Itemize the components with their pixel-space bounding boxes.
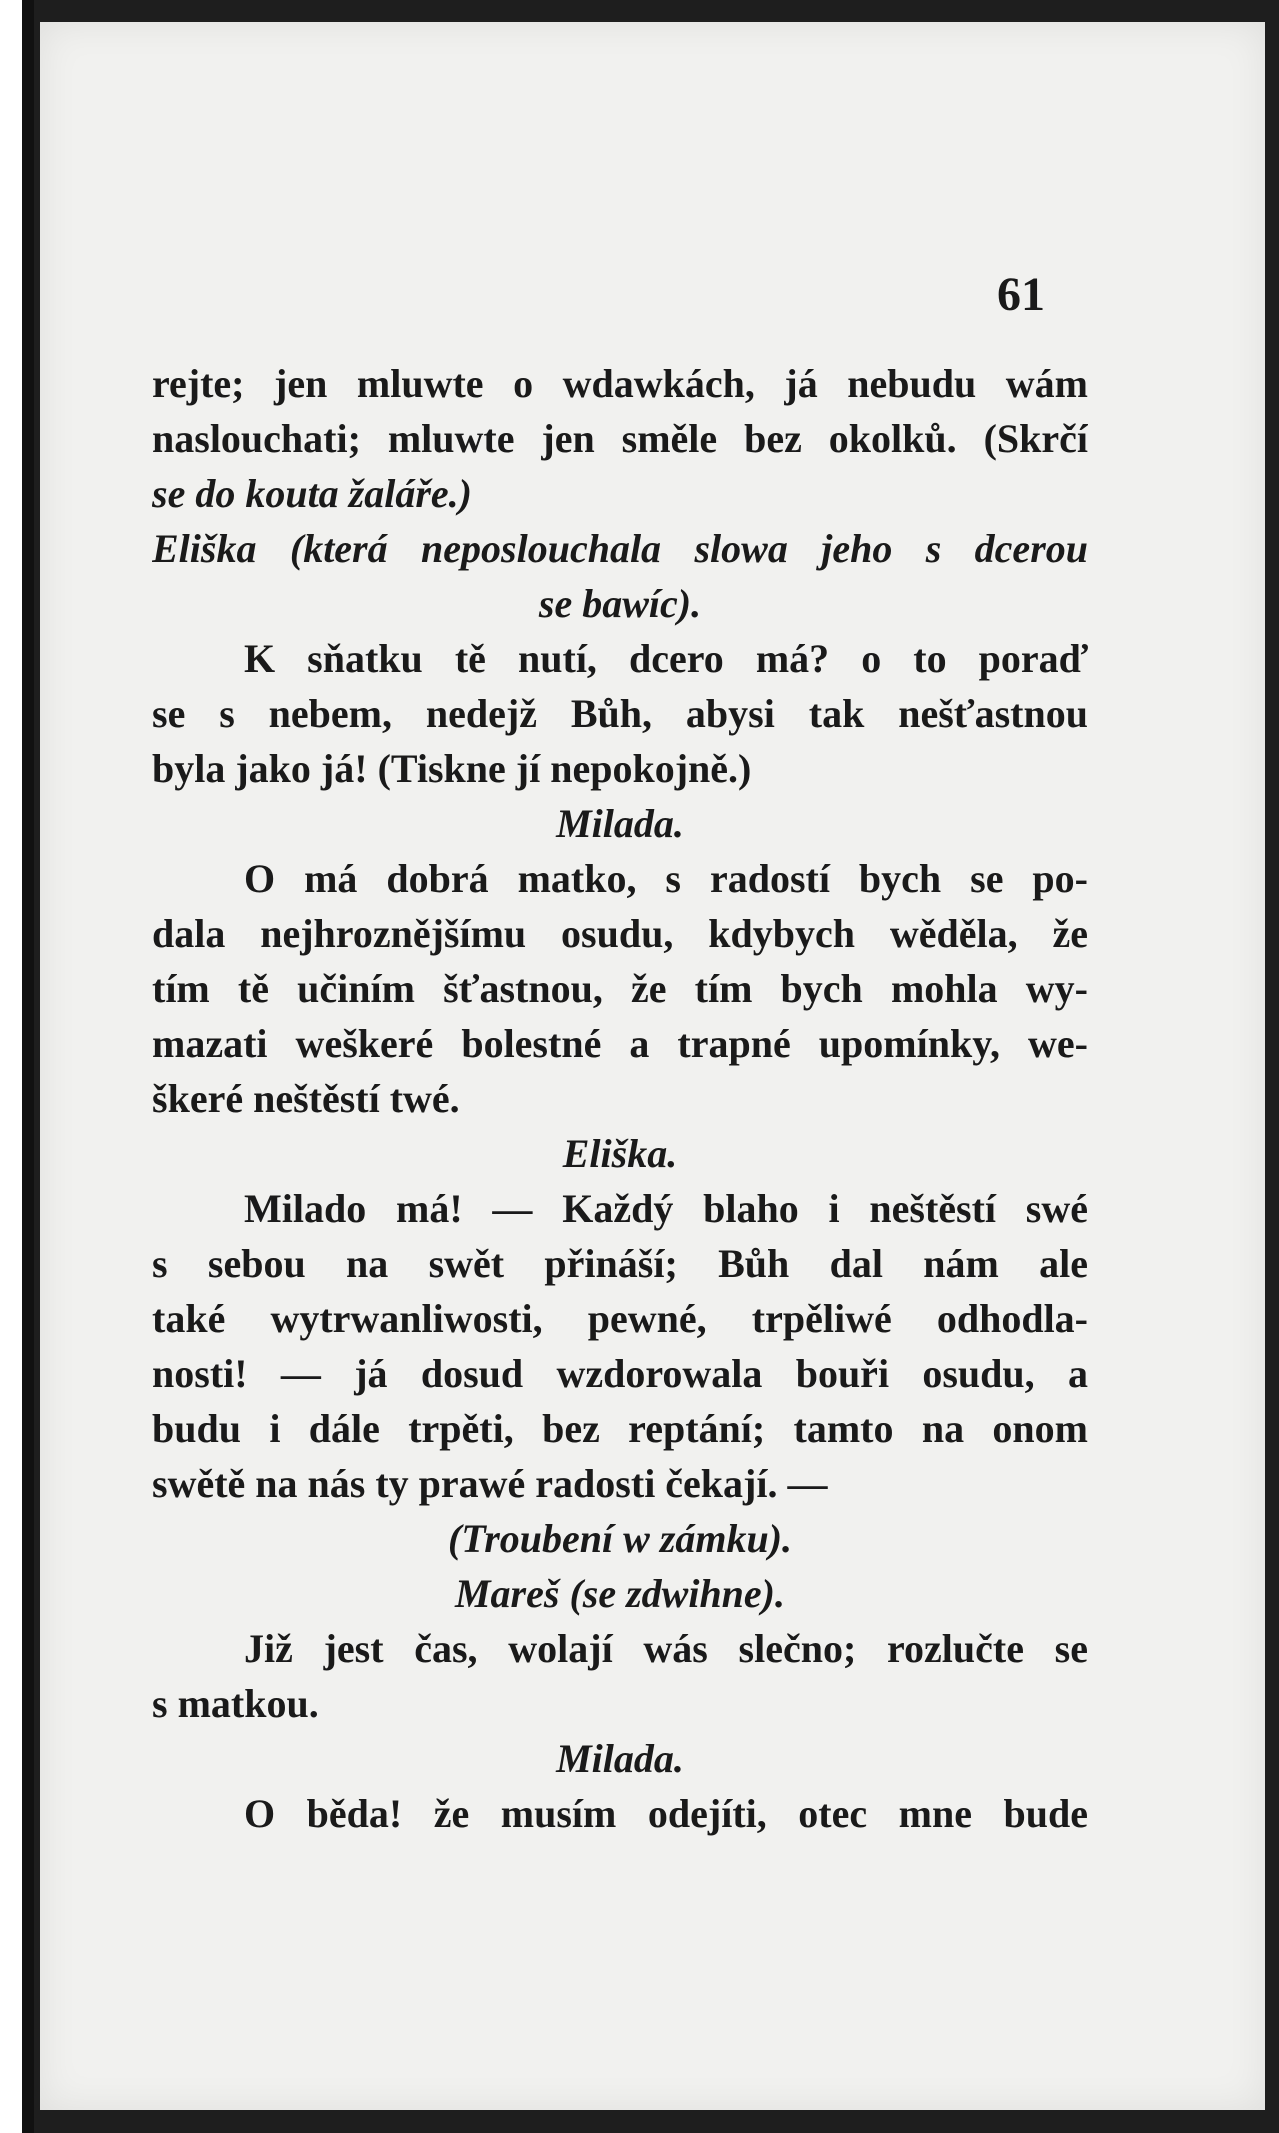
- stage-direction: se bawíc).: [538, 581, 702, 626]
- text-line: budu i dále trpěti, bez reptání; tamto na onom: [152, 1406, 1088, 1451]
- text-line: s matkou.: [152, 1681, 319, 1726]
- stage-direction: (Troubení w zámku).: [447, 1516, 793, 1561]
- text-line: Milado má! — Každý blaho i neštěstí swé: [244, 1186, 1088, 1231]
- text-line: Již jest čas, wolají wás slečno; rozlučte se: [244, 1626, 1088, 1671]
- page-number: 61: [997, 268, 1045, 321]
- spine-shadow: [22, 0, 34, 2133]
- book-page: [40, 22, 1265, 2110]
- speaker-with-direction: Mareš (se zdwihne).: [454, 1571, 786, 1616]
- text-line: swětě na nás ty prawé radosti čekají. —: [152, 1461, 828, 1506]
- text-line: nosti! — já dosud wzdorowala bouři osudu, a: [152, 1351, 1088, 1396]
- page-text: [152, 356, 1088, 1841]
- text-line: také wytrwanliwosti, pewné, trpěliwé odhodla-: [152, 1296, 1088, 1341]
- text-line: tím tě učiním šťastnou, že tím bych mohla wy-: [152, 966, 1088, 1011]
- stage-direction: se do kouta žaláře.): [152, 471, 472, 516]
- text-line: mazati weškeré bolestné a trapné upomínky, we-: [152, 1021, 1088, 1066]
- text-line: naslouchati; mluwte jen směle bez okolků. (Skrčí: [152, 416, 1088, 461]
- text-line: O má dobrá matko, s radostí bych se po-: [244, 856, 1088, 901]
- text-line: K sňatku tě nutí, dcero má? o to poraď: [244, 636, 1088, 681]
- text-line: se s nebem, nedejž Bůh, abysi tak nešťastnou: [152, 691, 1088, 736]
- speaker-with-direction: Eliška (která neposlouchala slowa jeho s dcerou: [152, 526, 1088, 571]
- speaker-name: Milada.: [556, 801, 684, 846]
- speaker-name: Milada.: [556, 1736, 684, 1781]
- text-line: škeré neštěstí twé.: [152, 1076, 460, 1121]
- text-line: O běda! že musím odejíti, otec mne bude: [244, 1791, 1088, 1836]
- text-line: dala nejhroznějšímu osudu, kdybych wěděla, že: [152, 911, 1088, 956]
- speaker-name: Eliška.: [562, 1131, 678, 1176]
- text-line: rejte; jen mluwte o wdawkách, já nebudu wám: [152, 361, 1088, 406]
- text-line: byla jako já! (Tiskne jí nepokojně.): [152, 746, 752, 791]
- text-line: s sebou na swět přináší; Bůh dal nám ale: [152, 1241, 1088, 1286]
